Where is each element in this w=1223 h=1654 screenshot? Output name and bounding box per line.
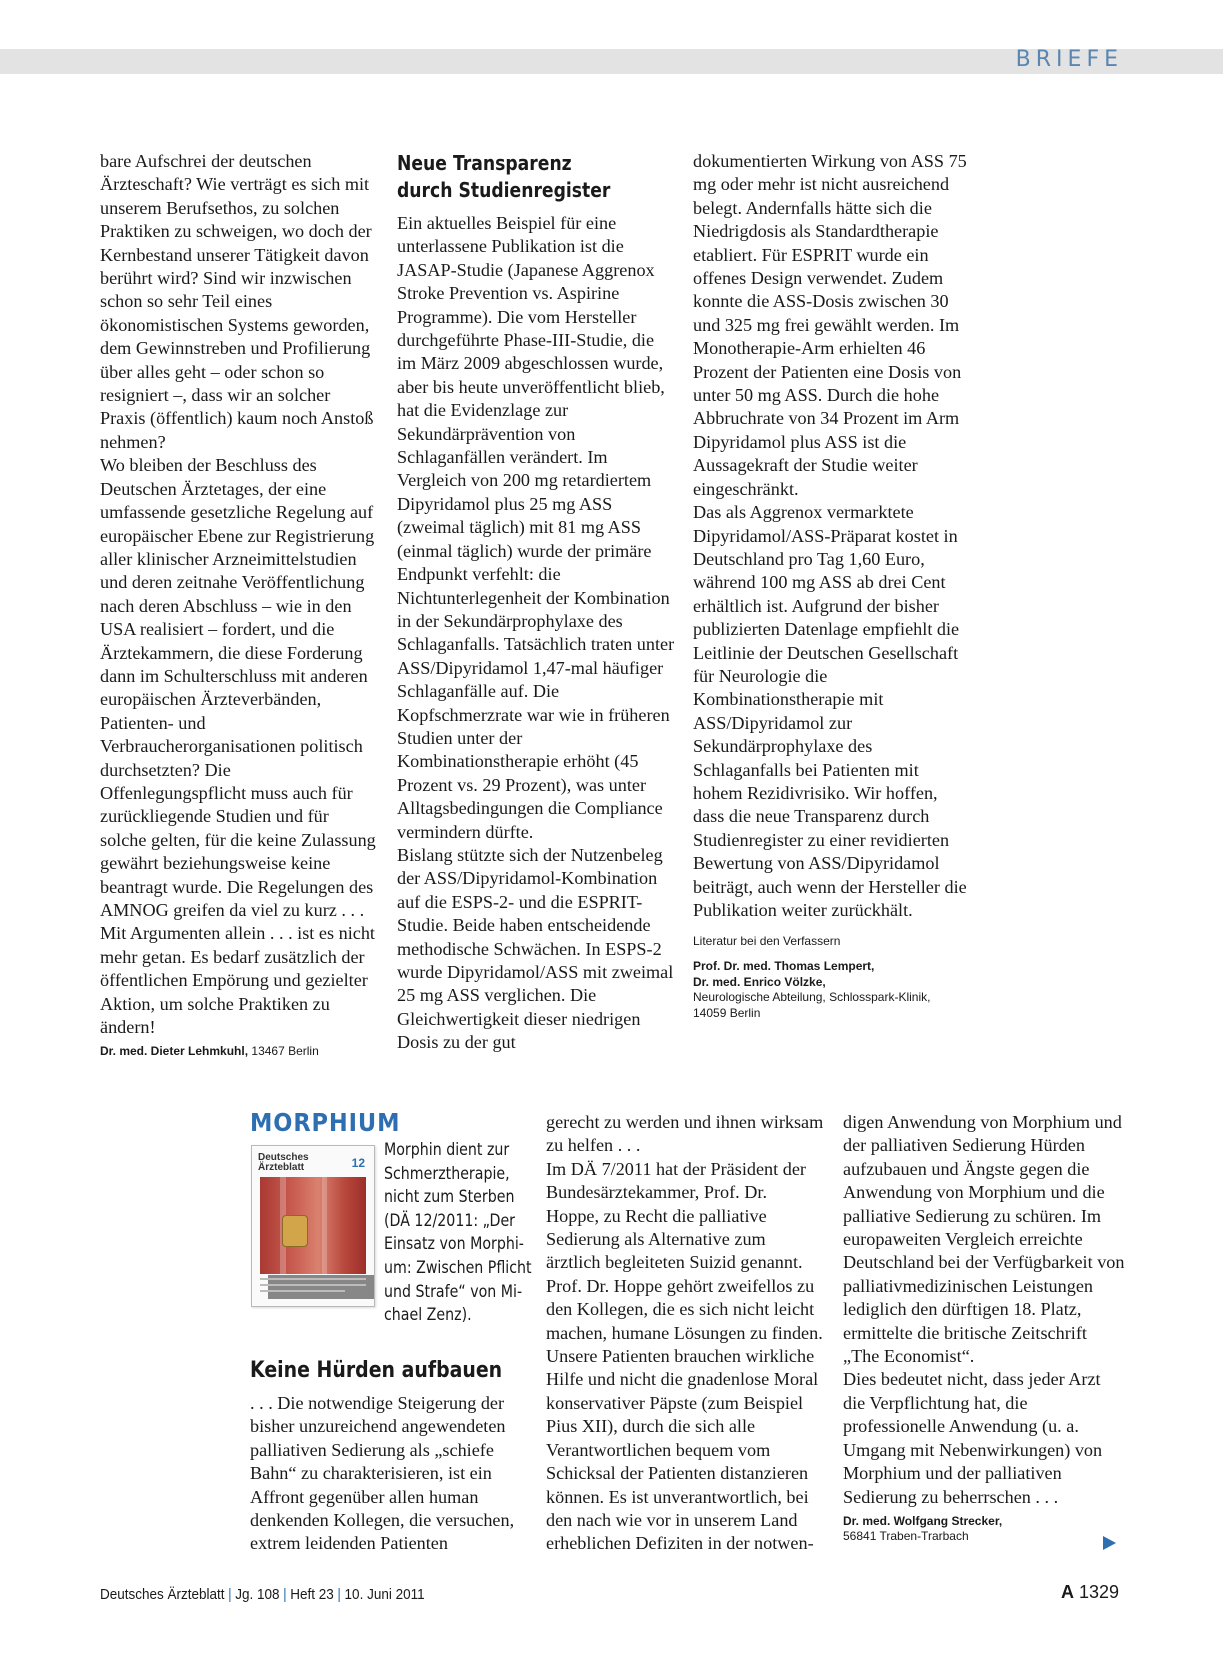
letter2-literature-note: Literatur bei den Verfassern — [693, 934, 841, 949]
letter3-paragraph: Dies bedeutet nicht, dass jeder Arzt die Verpflichtung hat, die professionelle Anwendung (u. a. Umgang mit Nebenwirkungen) von Morphium und der palliativen Sedierung zu beherrschen . . . — [843, 1369, 1103, 1507]
caption-line: chael Zenz). — [384, 1305, 472, 1325]
continue-arrow-icon — [1103, 1536, 1116, 1550]
caption-line: Morphin dient zur — [384, 1140, 510, 1159]
letter2-paragraph: Ein aktuelles Beispiel für eine unterlassene Publikation ist die JASAP-Studie (Japanese Aggrenox Stroke Prevention vs. Aspirine Programme). Die vom Hersteller durchgeführte Phase-III-Studie, die im März 2009 abgeschlossen wurde, aber bis heute unveröffentlicht blieb, hat die Evidenzlage zur Sekundärprävention von Schlaganfällen verändert. Im Vergleich von 200 mg retardiertem Dipyridamol plus 25 mg ASS (zweimal täglich) mit 81 mg ASS (einmal täglich) wurde der primäre Endpunkt verfehlt: die Nichtunterlegenheit der Kombination in der Sekundärprophylaxe des Schlaganfalls. Tatsächlich traten unter ASS/Dipyridamol 1,47-mal häufiger Schlaganfälle auf. Die Kopfschmerzrate war wie in früheren Studien unter der Kombinationstherapie erhöht (45 Prozent vs. 29 Prozent), was unter Alltagsbedingungen die Compliance vermindern dürfte. — [397, 213, 675, 842]
letter3-column-continued — [546, 1111, 824, 1556]
letter2-author: Dr. med. Enrico Völzke, — [693, 974, 826, 989]
letter2-paragraph: Das als Aggrenox vermarktete Dipyridamol/ASS-Präparat kostet in Deutschland pro Tag 1,60 Euro, während 100 mg ASS ab drei Cent erhältlich ist. Aufgrund der bisher publizierten Datenlage empfiehlt die Leitlinie der Deutschen Gesellschaft für Neurologie die Kombinationstherapie mit ASS/Dipyridamol zur Sekundärprophylaxe des Schlaganfalls bei Patienten mit hohem Rezidivrisiko. Wir hoffen, dass die neue Transparenz durch Studienregister zu einer revidierten Bewertung von ASS/Dipyridamol beiträgt, auch wenn der Hersteller die Publikation weiter zurückhält. — [693, 502, 967, 920]
letter3-column — [250, 1392, 528, 1556]
caption-line: Einsatz von Morphi- — [384, 1234, 524, 1254]
cover-issue-number: 12 — [351, 1156, 365, 1170]
footer-date: 10. Juni 2011 — [344, 1586, 425, 1603]
letter3-paragraph: gerecht zu werden und ihnen wirksam zu helfen . . . — [546, 1112, 824, 1156]
letter2-affiliation: 14059 Berlin — [693, 1005, 761, 1020]
cover-name-line: Deutsches — [258, 1152, 309, 1163]
caption-line: um: Zwischen Pflicht — [384, 1257, 532, 1277]
page-number-value: 1329 — [1078, 1582, 1119, 1602]
letter1-author: Dr. med. Dieter Lehmkuhl, — [100, 1044, 249, 1059]
padlock-icon — [282, 1215, 308, 1247]
letter3-paragraph: Unsere Patienten brauchen wirkliche Hilfe und nicht die gnadenlose Moral konservativer Päpste (zum Beispiel Pius XII), durch die sich alle Verantwortlichen bequem vom Schicksal der Patienten distanzieren können. Es ist unverantwortlich, bei den nach wie vor in unserem Land erheblichen Defiziten in der notwen- — [546, 1346, 819, 1554]
cover-journal-name — [258, 1153, 309, 1173]
section-label: BRIEFE — [1015, 47, 1123, 72]
footer-issue: Heft 23 — [290, 1586, 334, 1603]
letter2-heading-line: durch Studienregister — [397, 178, 611, 202]
footer-volume: Jg. 108 — [235, 1586, 280, 1603]
letter3-location: 56841 Traben-Trarbach — [843, 1529, 969, 1544]
footer-journal: Deutsches Ärzteblatt — [100, 1586, 225, 1603]
letter1-paragraph: Wo bleiben der Beschluss des Deutschen Ärztetages, der eine umfassende gesetzliche Regelung auf europäischer Ebene zur Registrierung aller klinischer Arzneimittelstudien und deren zeitnahe Veröffentlichung nach deren Abschluss – wie in den USA realisiert – fordert, und die Ärztekammern, die diese Forderung dann im Schulterschluss mit anderen europäischen Ärzteverbänden, Patienten- und Verbraucherorganisationen politisch durchsetzten? Die Offenlegungspflicht muss auch für zurückliegende Studien und für solche gelten, für die keine Zulassung gewährt beziehungsweise keine beantragt wurde. Die Regelungen des AMNOG greifen da viel zu kurz . . . Mit Argumenten allein . . . ist es nicht mehr getan. Es bedarf zusätzlich der öffentlichen Empörung und gezielter Aktion, um solche Praktiken zu ändern! — [100, 455, 376, 1038]
caption-line: nicht zum Sterben — [384, 1187, 515, 1207]
letter3-heading: Keine Hürden aufbauen — [250, 1358, 503, 1383]
letter3-column-final — [843, 1111, 1125, 1545]
letter1-column — [100, 150, 378, 1060]
letter2-paragraph: Bislang stützte sich der Nutzenbeleg der ASS/Dipyridamol-Kombination auf die ESPS-2- und die ESPRIT-Studie. Beide haben entscheidende methodische Schwächen. In ESPS-2 wurde Dipyridamol/ASS mit zweimal 25 mg ASS verglichen. Die Gleichwertigkeit dieser niedrigen Dosis zu der gut — [397, 844, 674, 1053]
letter3-paragraph: Im DÄ 7/2011 hat der Präsident der Bundesärztekammer, Prof. Dr. Hoppe, zu Recht die palliative Sedierung als Alternative zum ärztlich begleiteten Suizid genannt. Prof. Dr. Hoppe gehört zweifellos zu den Kollegen, die es sich nicht leicht machen, humane Lösungen zu finden. — [546, 1158, 823, 1343]
letter3-signature — [843, 1514, 1125, 1545]
letter1-paragraph: bare Aufschrei der deutschen Ärzteschaft? Wie verträgt es sich mit unserem Berufsethos, zu solchen Praktiken zu schweigen, wo doch der Kernbestand unserer Tätigkeit davon berührt wird? Sind wir inzwischen schon so sehr Teil eines ökonomistischen Systems geworden, dem Gewinnstreben und Profilierung über alles geht – oder schon so resigniert –, dass wir an solcher Praxis (öffentlich) kaum noch Anstoß nehmen? — [100, 151, 374, 452]
caption-line: Schmerztherapie, — [384, 1163, 510, 1183]
cover-caption — [384, 1138, 532, 1327]
letter1-signature — [100, 1044, 378, 1060]
letter2-column — [397, 150, 675, 1055]
page-footer: Deutsches Ärzteblatt | Jg. 108 | Heft 23 | 10. Juni 2011 — [100, 1586, 425, 1603]
cover-name-line: Ärzteblatt — [258, 1162, 305, 1173]
cover-image — [260, 1177, 366, 1274]
letter2-paragraph: dokumentierten Wirkung von ASS 75 mg oder mehr ist nicht ausreichend belegt. Andernfalls hätte sich die Niedrigdosis als Standardtherapie etabliert. Für ESPRIT wurde ein offenes Design verwendet. Zudem konnte die ASS-Dosis zwischen 30 und 325 mg frei gewählt werden. Im Monotherapie-Arm erhielten 46 Prozent der Patienten eine Dosis von unter 50 mg ASS. Durch die hohe Abbruchrate von 34 Prozent im Arm Dipyridamol plus ASS ist die Aussagekraft der Studie weiter eingeschränkt. — [693, 151, 967, 499]
page-number — [1061, 1582, 1119, 1603]
caption-line: und Strafe“ von Mi- — [384, 1281, 523, 1301]
page-prefix: A — [1060, 1582, 1074, 1602]
cover-text-lines — [260, 1278, 366, 1296]
letter3-paragraph: digen Anwendung von Morphium und der palliativen Sedierung Hürden aufzubauen und Ängste gegen die Anwendung von Morphium und die palliative Sedierung zu schüren. Im europaweiten Vergleich erreichte Deutschland bei der Verfügbarkeit von palliativmedizinischen Leistungen lediglich den dürftigen 18. Platz, ermittelte die britische Zeitschrift „The Economist“. — [843, 1112, 1125, 1367]
letter1-location: 13467 Berlin — [251, 1044, 319, 1059]
letter3-author: Dr. med. Wolfgang Strecker, — [843, 1513, 1003, 1528]
letter3-paragraph: . . . Die notwendige Steigerung der bisher unzureichend angewendeten palliativen Sedierung als „schiefe Bahn“ zu charakterisieren, ist ein Affront gegenüber allen human denkenden Kollegen, die versuchen, extrem leidenden Patienten — [250, 1393, 515, 1554]
section-title-morphium: MORPHIUM — [250, 1108, 401, 1137]
letter2-heading-line: Neue Transparenz — [397, 151, 572, 175]
caption-line: (DÄ 12/2011: „Der — [384, 1210, 516, 1230]
letter2-signature — [693, 959, 971, 1021]
letter2-affiliation: Neurologische Abteilung, Schlosspark-Klinik, — [693, 990, 931, 1005]
letter2-author: Prof. Dr. med. Thomas Lempert, — [693, 959, 875, 974]
letter2-column-continued — [693, 150, 971, 1021]
letter2-heading — [397, 150, 636, 204]
journal-cover-thumbnail — [251, 1145, 375, 1307]
